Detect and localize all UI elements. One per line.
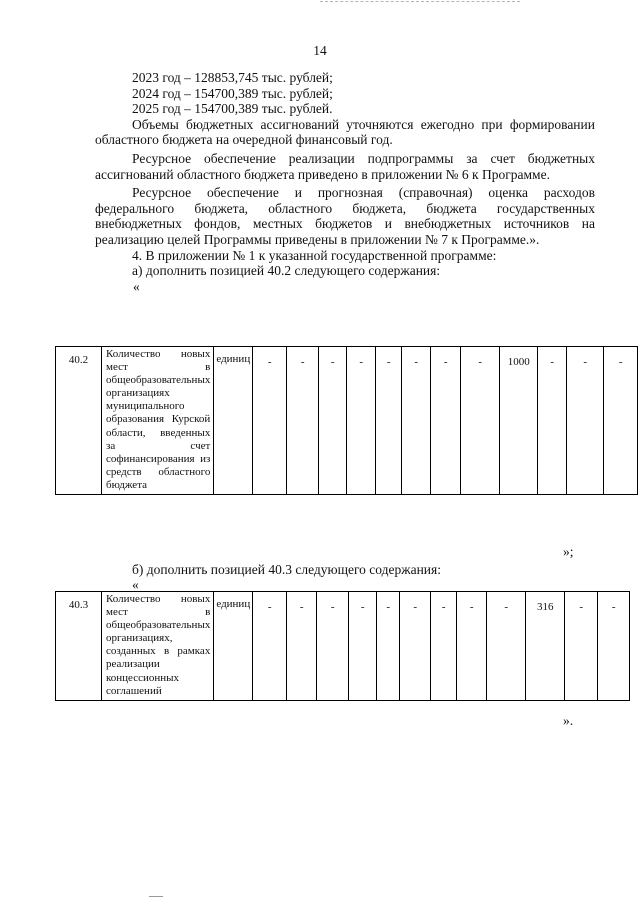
value-cell: -: [400, 592, 431, 701]
page-number: 14: [313, 43, 327, 58]
value-cell: -: [253, 347, 287, 495]
value-cell: -: [461, 347, 500, 495]
scan-mark: [149, 896, 163, 897]
closing-quote-a: »;: [563, 544, 574, 559]
item-b-heading: б) дополнить позицией 40.3 следующего содержания:: [132, 562, 441, 577]
value-cell: -: [565, 592, 598, 701]
value-cell: -: [567, 347, 604, 495]
value-cell: -: [347, 347, 376, 495]
document-body: [95, 70, 595, 294]
top-scan-rule: [320, 1, 520, 2]
indicator-name: Количество новых мест в общеобразовательных организациях, созданных в рамках реализации концессионных соглашений: [102, 592, 214, 701]
closing-quote-b: ».: [563, 713, 574, 728]
funding-line-2024: 2024 год – 154700,389 тыс. рублей;: [132, 85, 333, 101]
indicator-name: Количество новых мест в общеобразовательных организациях муниципального образования Курской области, введенных за счет софинансирования из средств областного бюджета: [102, 347, 214, 495]
value-cell: -: [431, 347, 461, 495]
value-cell: -: [431, 592, 457, 701]
funding-line-2025: 2025 год – 154700,389 тыс. рублей.: [132, 101, 333, 117]
value-cell: -: [287, 347, 319, 495]
position-40-2-table: [55, 346, 638, 495]
paragraph-subprogram-resources: Ресурсное обеспечение реализации подпрограммы за счет бюджетных ассигнований областного бюджета приведено в приложении № 6 к Программе.: [95, 150, 595, 182]
position-number: 40.2: [56, 347, 102, 495]
item-4-heading: 4. В приложении № 1 к указанной государственной программе:: [132, 247, 497, 263]
value-cell: -: [377, 592, 400, 701]
position-40-3-table: [55, 591, 630, 701]
value-cell: -: [487, 592, 526, 701]
value-cell: -: [319, 347, 347, 495]
position-number: 40.3: [56, 592, 102, 701]
table-row: [56, 347, 638, 495]
value-cell: -: [253, 592, 287, 701]
funding-line-2023: 2023 год – 128853,745 тыс. рублей;: [132, 70, 333, 85]
value-cell: -: [457, 592, 487, 701]
unit-cell: единиц: [214, 347, 253, 495]
unit-cell: единиц: [214, 592, 253, 701]
table-row: [56, 592, 630, 701]
value-cell: -: [349, 592, 377, 701]
open-quote-a: «: [133, 278, 140, 294]
value-cell: -: [538, 347, 567, 495]
open-quote-b: «: [132, 577, 139, 592]
item-a-heading: а) дополнить позицией 40.2 следующего содержания:: [132, 263, 441, 279]
value-cell: 316: [526, 592, 565, 701]
value-cell: -: [317, 592, 349, 701]
value-cell: -: [376, 347, 402, 495]
value-cell: 1000: [500, 347, 538, 495]
value-cell: -: [604, 347, 638, 495]
value-cell: -: [598, 592, 630, 701]
value-cell: -: [287, 592, 317, 701]
paragraph-budget-allocations: Объемы бюджетных ассигнований уточняются ежегодно при формировании областного бюджета на очередной финансовый год.: [95, 116, 595, 148]
value-cell: -: [402, 347, 431, 495]
paragraph-program-resources: Ресурсное обеспечение и прогнозная (справочная) оценка расходов федерального бюджета, областного бюджета, бюджета государственных внебюджетных фондов, местных бюджетов и внебюджетных источников на реализацию целей Программы приведены в приложении № 7 к Программе.».: [95, 185, 595, 247]
